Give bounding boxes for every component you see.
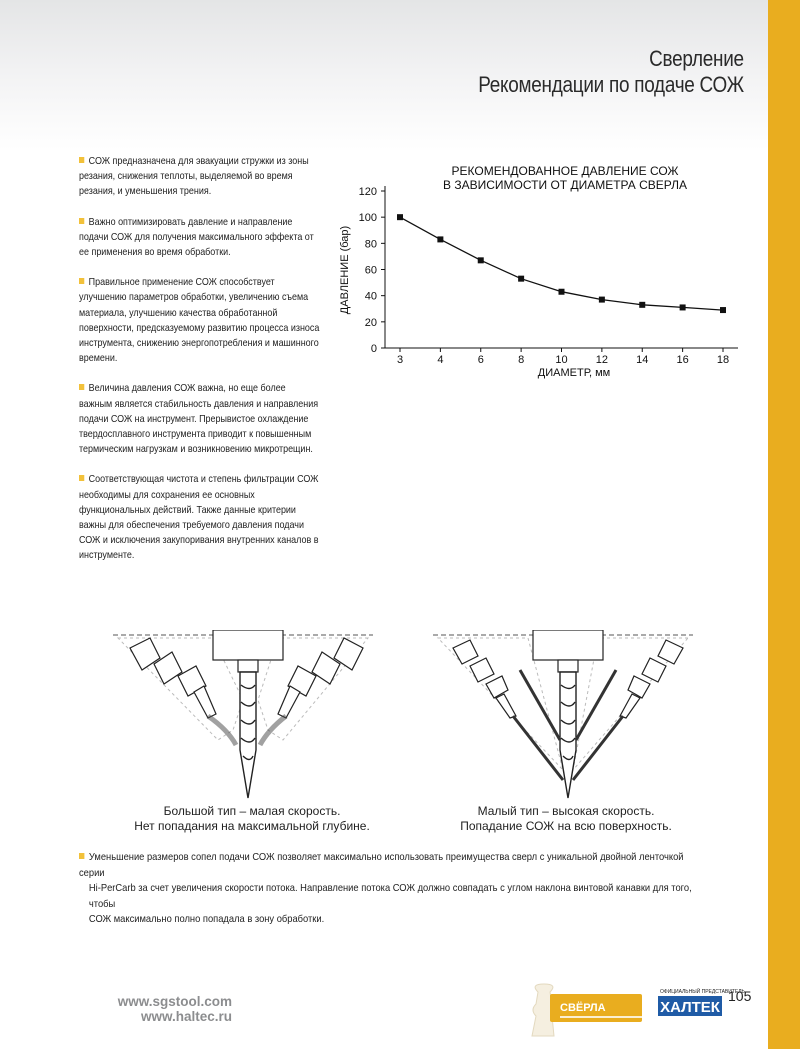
nozzle-illustration: [108, 630, 708, 805]
chart-title-line2: В ЗАВИСИМОСТИ ОТ ДИАМЕТРА СВЕРЛА: [443, 178, 687, 192]
bullet-text: Величина давления СОЖ важна, но еще более важным является стабильность давления и направления подачи СОЖ на инструмент. Прерывистое охлаждение твердосплавного инструмента приводит к повышенным термическим нагрузкам и возникновению микротрещин.: [79, 383, 319, 456]
bullet-item: [79, 215, 321, 261]
chart-x-tick-label: 3: [396, 354, 404, 366]
haltec-logo-text: ХАЛТЕК: [660, 999, 720, 1016]
bullet-square-icon: [79, 218, 84, 224]
chart-ylabel: ДАВЛЕНИЕ (бар): [339, 225, 351, 315]
chart-x-tick-label: 8: [518, 354, 525, 366]
page-title-line1: Сверление: [649, 46, 744, 71]
chart-y-tick-label: 120: [358, 186, 377, 198]
url-sgstool[interactable]: www.sgstool.com: [117, 994, 232, 1009]
chart-point: [559, 289, 565, 295]
bullet-square-icon: [79, 278, 84, 284]
chart-y-tick-label: 40: [364, 290, 377, 303]
pressure-chart: [330, 158, 750, 388]
bullet-item: [79, 154, 321, 200]
chart-x-tick-label: 16: [676, 354, 689, 366]
page-number: 105: [728, 988, 752, 1004]
spindle-holder: [213, 630, 283, 660]
chart-y-tick-label: 20: [364, 316, 377, 329]
chart-x-tick-label: 6: [477, 354, 484, 366]
caption-left-line2: Нет попадания на максимальной глубине.: [134, 819, 370, 833]
small-nozzle-scene: [433, 630, 693, 798]
chart-series-line: [400, 217, 723, 310]
bottom-note: [79, 850, 709, 928]
chart-y-tick-label: 100: [358, 212, 377, 225]
bullet-square-icon: [79, 475, 84, 481]
chart-point: [680, 304, 686, 310]
caption-right-line2: Попадание СОЖ на всю поверхность.: [460, 819, 672, 833]
pressure-chart-svg: [330, 158, 750, 388]
dealer-caption: ОФИЦИАЛЬНЫЙ ПРЕДСТАВИТЕЛЬ: [660, 989, 745, 995]
url-haltec[interactable]: www.haltec.ru: [140, 1009, 232, 1024]
nozzle-illustration-svg: [108, 630, 708, 805]
drill-left: [240, 672, 256, 798]
bullet-list: [79, 154, 324, 579]
side-color-bar: [768, 0, 800, 1049]
chart-axes: [359, 186, 738, 366]
bottom-note-line2: Hi-PerCarb за счет увеличения скорости потока. Направление потока СОЖ должно совпадать с углом наклона винтовой канавки для того, чтобы: [88, 883, 692, 910]
bullet-item: [79, 472, 321, 563]
caption-right-line1: Малый тип – высокая скорость.: [477, 804, 655, 818]
bottom-note-text-1: Уменьшение размеров сопел подачи СОЖ позволяет максимально использовать преимущества сверл с уникальной двойной ленточкой серии: [79, 852, 684, 879]
bullet-text: Правильное применение СОЖ способствует улучшению параметров обработки, увеличению съема материала, улучшению качества обработанной поверхности, предсказуемому развитию процесса износа инструмента, снижению энергопотребления и машинного времени.: [79, 277, 320, 365]
page-title-line2: Рекомендации по подаче СОЖ: [478, 72, 744, 97]
chart-x-tick-label: 12: [595, 354, 608, 366]
bottom-note-line1: [79, 850, 709, 881]
bullet-square-icon: [79, 853, 84, 859]
bullet-text: Важно оптимизировать давление и направление подачи СОЖ для получения максимального эффекта от ее применения во время обработки.: [79, 216, 314, 259]
chart-point: [397, 214, 403, 220]
large-nozzle-right: [278, 686, 300, 718]
bullet-square-icon: [79, 384, 84, 390]
page-title: [435, 46, 744, 98]
bullet-item: [79, 275, 321, 366]
bullet-square-icon: [79, 157, 84, 163]
bullet-text: Соответствующая чистота и степень фильтрации СОЖ необходимы для сохранения ее основных функциональных действий. Также данные критерии важны для обеспечения требуемого давления подачи СОЖ и исключения закупоривания внутренних каналов в инструменте.: [79, 474, 319, 562]
chart-point: [599, 297, 605, 303]
large-nozzle-scene: [113, 630, 373, 798]
caption-large-nozzle: [102, 804, 402, 834]
chart-x-tick-label: 14: [636, 354, 649, 366]
large-nozzle-left: [194, 686, 216, 718]
caption-small-nozzle: [416, 804, 716, 834]
small-nozzle-left: [496, 694, 516, 718]
chart-y-tick-label: 60: [364, 264, 377, 277]
chart-point: [437, 236, 443, 242]
chart-series: [397, 214, 726, 313]
chart-point: [478, 257, 484, 263]
bottom-note-line3: СОЖ максимально полно попадала в зону обработки.: [88, 914, 325, 925]
chart-xlabel: ДИАМЕТР, мм: [537, 367, 611, 379]
chart-x-tick-label: 4: [437, 354, 444, 366]
small-nozzle-right: [620, 694, 640, 718]
caption-left-line1: Большой тип – малая скорость.: [163, 804, 341, 818]
section-tab-label: СВЁРЛА: [560, 1002, 606, 1014]
chart-x-tick-label: 18: [716, 354, 730, 366]
bullet-item: [79, 381, 321, 457]
chart-point: [639, 302, 645, 308]
footer-urls: [110, 994, 232, 1024]
chart-point: [518, 276, 524, 282]
chart-y-tick-label: 0: [370, 343, 377, 355]
chart-x-tick-label: 10: [555, 354, 568, 366]
bullet-text: СОЖ предназначена для эвакуации стружки из зоны резания, снижения теплоты, выделяемой во время резания, и уменьшения трения.: [79, 156, 309, 198]
chart-point: [720, 307, 726, 313]
chart-title-line1: РЕКОМЕНДОВАННОЕ ДАВЛЕНИЕ СОЖ: [451, 164, 679, 178]
chart-y-tick-label: 80: [364, 238, 377, 251]
